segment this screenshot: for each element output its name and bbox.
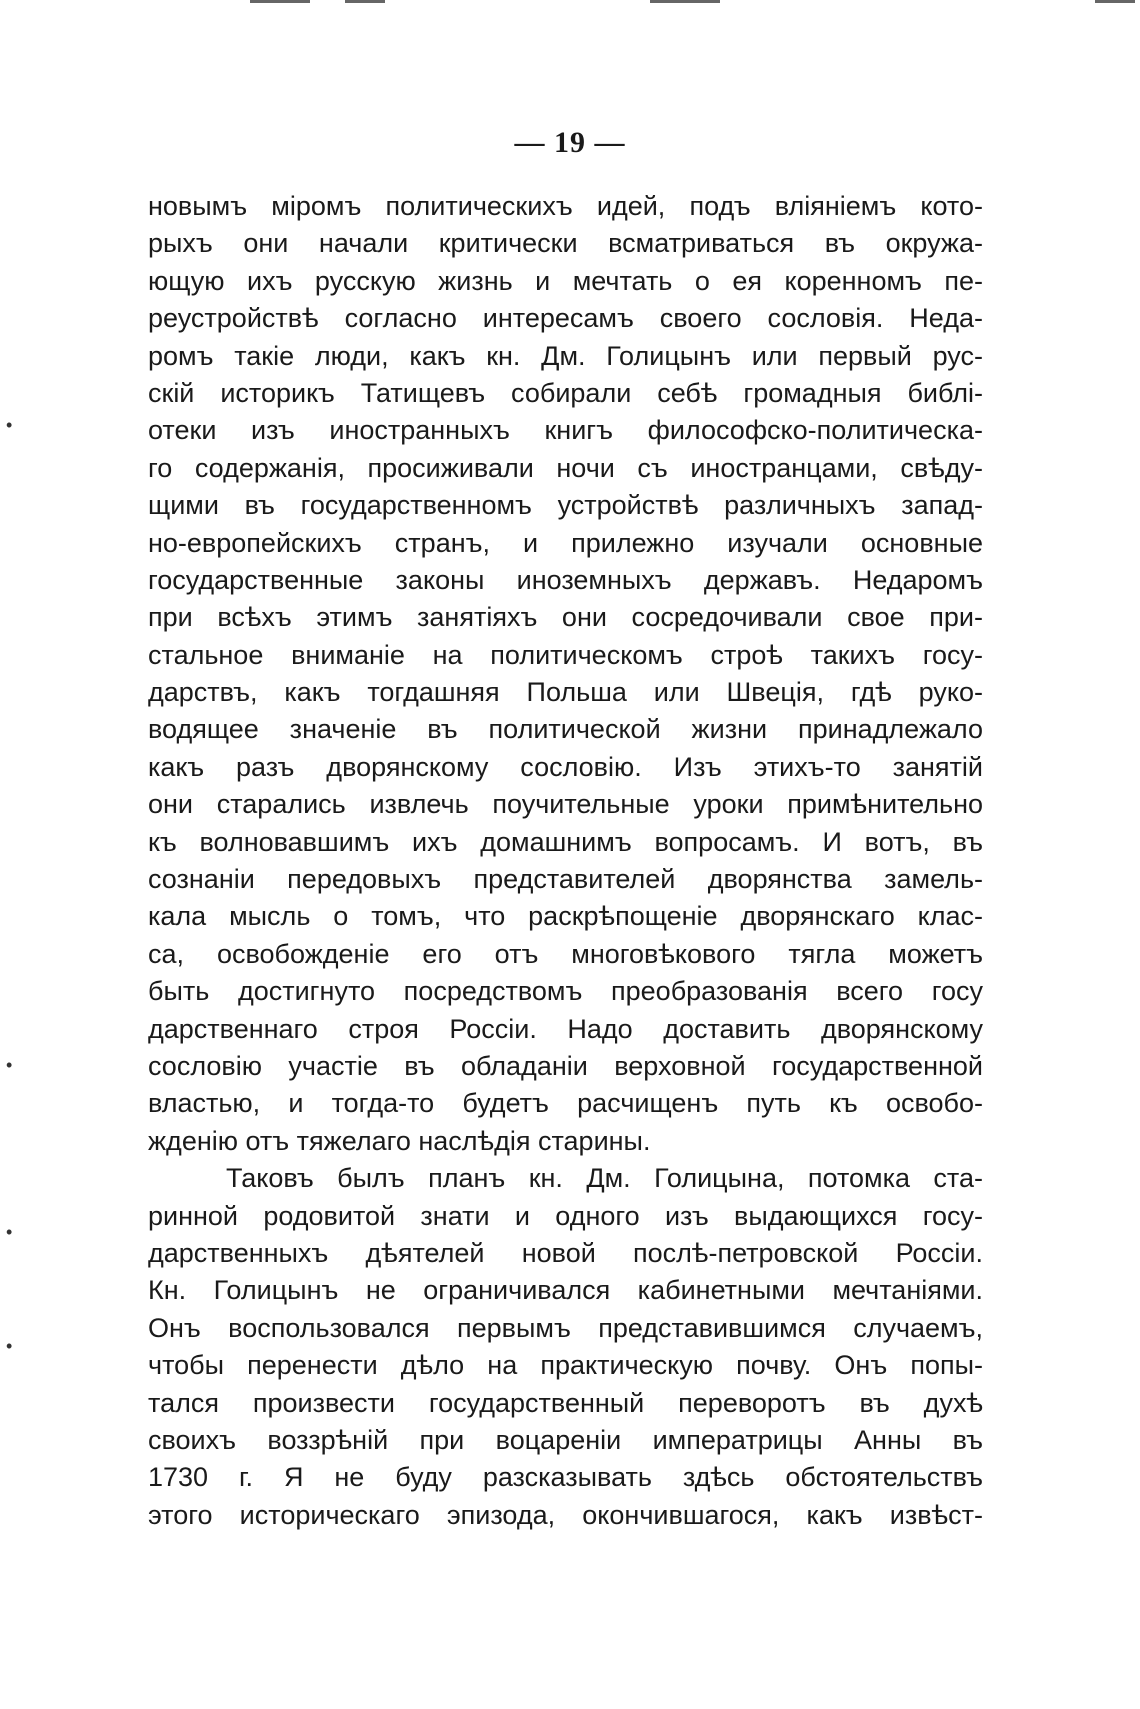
text-line: ромъ такіе люди, какъ кн. Дм. Голицынъ или первый рус- — [148, 340, 983, 371]
text-line: жденію отъ тяжелаго наслѣдія старины. — [148, 1125, 651, 1156]
margin-mark: • — [6, 1055, 13, 1075]
text-line: дарствъ, какъ тогдашняя Польша или Швеція, гдѣ руко- — [148, 677, 983, 708]
top-edge-rule — [345, 0, 385, 3]
text-line: тался произвести государственный переворотъ въ духѣ — [148, 1387, 983, 1418]
text-line: скій историкъ Татищевъ собирали себѣ громадныя библі- — [148, 377, 983, 408]
text-line: го содержанія, просиживали ночи съ иностранцами, свѣду- — [148, 452, 983, 483]
text-line: государственные законы иноземныхъ державъ. Недаромъ — [148, 564, 983, 595]
text-line: Кн. Голицынъ не ограничивался кабинетными мечтаніями. — [148, 1275, 983, 1306]
text-line: быть достигнуто посредствомъ преобразованія всего госу — [148, 976, 983, 1007]
text-line: ринной родовитой знати и одного изъ выдающихся госу- — [148, 1200, 983, 1231]
text-line: при всѣхъ этимъ занятіяхъ они сосредочивали свое при- — [148, 602, 983, 633]
text-line: но-европейскихъ странъ, и прилежно изучали основные — [148, 527, 983, 558]
text-line: властью, и тогда-то будетъ расчищенъ путь къ освобо- — [148, 1088, 983, 1119]
text-line: сословію участіе въ обладаніи верховной государственной — [148, 1050, 983, 1081]
text-line: кала мысль о томъ, что раскрѣпощеніе дворянскаго клас- — [148, 901, 983, 932]
top-edge-rule — [250, 0, 310, 3]
body-text — [148, 188, 983, 1534]
text-line: своихъ воззрѣній при воцареніи императрицы Анны въ — [148, 1424, 983, 1455]
text-line: этого историческаго эпизода, окончившагося, какъ извѣст- — [148, 1499, 983, 1530]
text-line: сознаніи передовыхъ представителей дворянства замель- — [148, 864, 983, 895]
margin-mark: • — [6, 1222, 13, 1242]
text-line: стальное вниманіе на политическомъ строѣ такихъ госу- — [148, 639, 983, 670]
text-line: рыхъ они начали критически всматриваться въ окружа- — [148, 228, 983, 259]
text-line: ющую ихъ русскую жизнь и мечтать о ея коренномъ пе- — [148, 265, 983, 296]
text-line: дарственныхъ дѣятелей новой послѣ-петровской Россіи. — [148, 1237, 983, 1268]
text-line: са, освобожденіе его отъ многовѣкового тягла можетъ — [148, 938, 983, 969]
text-line: водящее значеніе въ политической жизни принадлежало — [148, 714, 983, 745]
margin-mark: • — [6, 415, 13, 435]
text-line: они старались извлечь поучительные уроки примѣнительно — [148, 789, 983, 820]
paragraph-2 — [148, 1160, 983, 1534]
text-line: реустройствѣ согласно интересамъ своего сословія. Неда- — [148, 303, 983, 334]
text-line: Онъ воспользовался первымъ представившимся случаемъ, — [148, 1312, 983, 1343]
page-number: — 19 — — [514, 126, 626, 159]
margin-mark: • — [6, 1336, 13, 1356]
top-edge-rule — [650, 0, 720, 3]
text-line: отеки изъ иностранныхъ книгъ философско-политическа- — [148, 415, 983, 446]
text-line: дарственнаго строя Россіи. Надо доставить дворянскому — [148, 1013, 983, 1044]
text-line: щими въ государственномъ устройствѣ различныхъ запад- — [148, 490, 983, 521]
text-line: 1730 г. Я не буду разсказывать здѣсь обстоятельствъ — [148, 1462, 983, 1493]
text-line: къ волновавшимъ ихъ домашнимъ вопросамъ. И вотъ, въ — [148, 826, 983, 857]
top-edge-rule — [1095, 0, 1135, 3]
text-line: чтобы перенести дѣло на практическую почву. Онъ попы- — [148, 1350, 983, 1381]
text-line: Таковъ былъ планъ кн. Дм. Голицына, потомка ста- — [226, 1163, 983, 1194]
text-line: новымъ міромъ политическихъ идей, подъ вліяніемъ кото- — [148, 191, 983, 221]
text-line: какъ разъ дворянскому сословію. Изъ этихъ-то занятій — [148, 751, 983, 782]
paragraph-1 — [148, 188, 983, 1160]
